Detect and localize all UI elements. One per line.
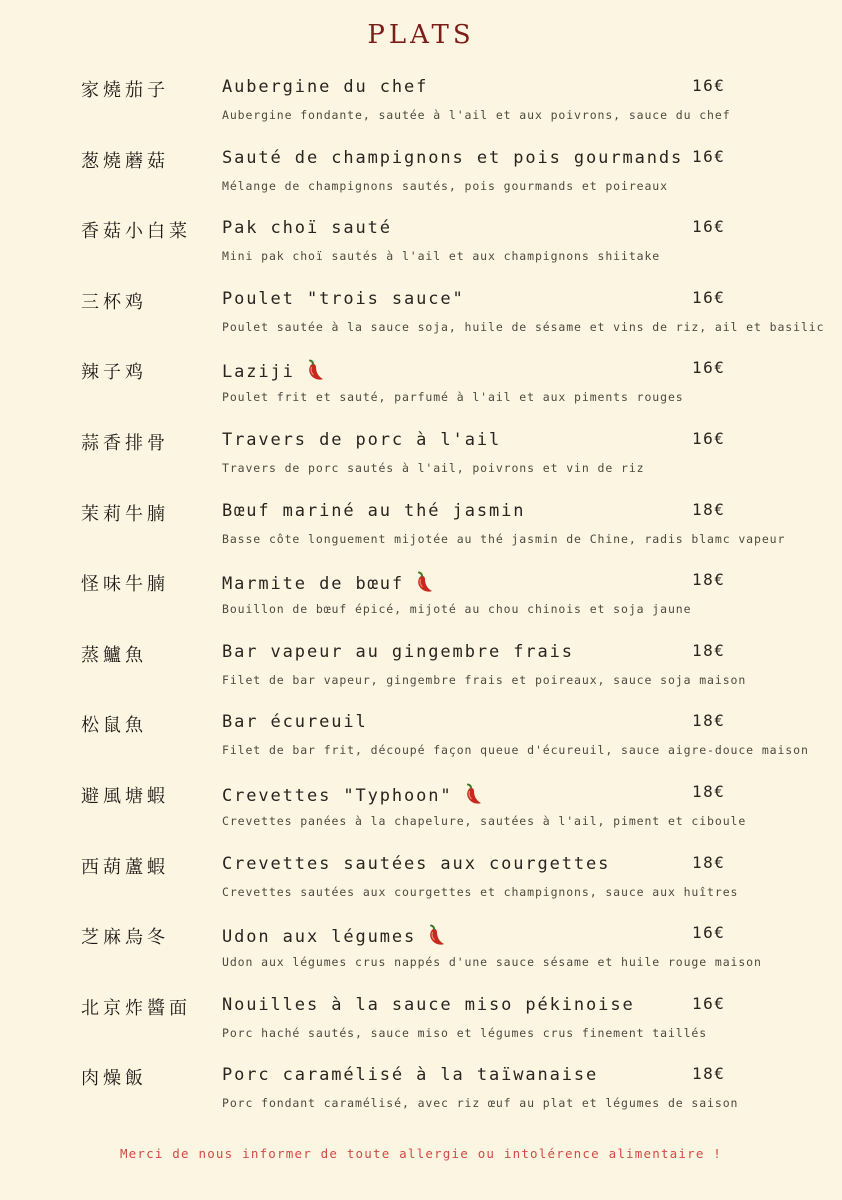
dish-price: 16€: [692, 146, 726, 166]
dish-french-name: [222, 359, 325, 382]
dish-french-name-text: Nouilles à la sauce miso pékinoise: [222, 994, 635, 1015]
dish-french-name-text: Travers de porc à l'ail: [222, 429, 502, 450]
menu-item: [0, 72, 842, 143]
dish-description: Porc haché sautés, sauce miso et légumes crus finement taillés: [222, 1025, 708, 1040]
dish-price: 16€: [692, 358, 726, 378]
dish-french-name: [222, 783, 483, 806]
dish-french-name-text: Marmite de bœuf: [222, 574, 405, 595]
dish-chinese-name: 葱燒蘑菇: [81, 150, 169, 172]
dish-chinese-name: 三杯鸡: [81, 291, 147, 313]
dish-french-name-text: Sauté de champignons et pois gourmands: [222, 147, 684, 168]
dish-chinese-name: 松鼠魚: [81, 715, 147, 737]
dish-french-name-text: Bar écureuil: [222, 712, 368, 733]
dish-price: 16€: [692, 76, 726, 95]
dish-chinese-name: 芝麻烏冬: [81, 927, 169, 949]
dish-chinese-name: 蒜香排骨: [81, 432, 169, 454]
dish-description: Poulet frit et sauté, parfumé à l'ail et aux piments rouges: [222, 390, 684, 405]
dish-description: Filet de bar frit, découpé façon queue d'écureuil, sauce aigre-douce maison: [222, 743, 809, 758]
dish-french-name-text: Pak choï sauté: [222, 218, 392, 239]
dish-chinese-name: 避風塘蝦: [81, 785, 169, 807]
dish-french-name-text: Crevettes "Typhoon": [222, 785, 453, 806]
dish-description: Bouillon de bœuf épicé, mijoté au chou chinois et soja jaune: [222, 602, 692, 617]
dish-french-name-text: Udon aux légumes: [222, 927, 417, 948]
dish-price: 18€: [692, 711, 726, 731]
dish-description: Travers de porc sautés à l'ail, poivrons et vin de riz: [222, 460, 645, 475]
dish-french-name-text: Laziji: [222, 362, 295, 383]
dish-french-name-text: Bar vapeur au gingembre frais: [222, 641, 574, 662]
chili-pepper-icon: [305, 359, 325, 381]
menu-item: [0, 213, 842, 284]
dish-price: 16€: [692, 993, 726, 1013]
menu-item: [0, 637, 842, 708]
dish-chinese-name: 香菇小白菜: [81, 221, 191, 243]
menu-item: [0, 425, 842, 496]
chili-pepper-icon: [426, 924, 446, 946]
menu-item: [0, 990, 842, 1061]
dish-price: 18€: [692, 570, 726, 590]
dish-description: Aubergine fondante, sautée à l'ail et aux poivrons, sauce du chef: [222, 108, 731, 122]
dish-price: 16€: [692, 428, 726, 448]
dish-chinese-name: 怪味牛腩: [81, 574, 169, 596]
menu-item: [0, 566, 842, 637]
dish-description: Mélange de champignons sautés, pois gourmands et poireaux: [222, 178, 668, 193]
dish-french-name: [222, 854, 610, 874]
dish-description: Porc fondant caramélisé, avec riz œuf au plat et légumes de saison: [222, 1096, 739, 1111]
dish-french-name: [222, 642, 574, 662]
menu-item: [0, 1060, 842, 1131]
dish-description: Basse côte longuement mijotée au thé jasmin de Chine, radis blamc vapeur: [222, 531, 786, 546]
dish-french-name: [222, 924, 446, 947]
dish-french-name: [222, 289, 465, 309]
dish-chinese-name: 肉燥飯: [81, 1068, 147, 1090]
chili-pepper-icon: [463, 783, 483, 805]
dish-description: Filet de bar vapeur, gingembre frais et poireaux, sauce soja maison: [222, 672, 747, 687]
menu-item: [0, 778, 842, 849]
dish-price: 18€: [692, 781, 726, 801]
dish-description: Crevettes panées à la chapelure, sautées à l'ail, piment et ciboule: [222, 813, 747, 828]
dish-chinese-name: 家燒茄子: [81, 80, 169, 101]
dish-french-name: [222, 712, 368, 732]
dish-description: Poulet sautée à la sauce soja, huile de sésame et vins de riz, ail et basilic: [222, 319, 825, 334]
dish-price: 18€: [692, 640, 726, 660]
menu-item: [0, 284, 842, 355]
dish-chinese-name: 北京炸醬面: [81, 997, 191, 1019]
dish-description: Udon aux légumes crus nappés d'une sauce sésame et huile rouge maison: [222, 955, 762, 970]
dish-price: 16€: [692, 217, 726, 237]
menu-item: [0, 707, 842, 778]
page-title: PLATS: [367, 20, 475, 50]
dish-chinese-name: 蒸鱸魚: [81, 644, 147, 666]
dish-price: 18€: [692, 1064, 726, 1084]
menu-item: [0, 849, 842, 920]
dish-french-name-text: Aubergine du chef: [222, 77, 429, 97]
dish-french-name: [222, 77, 428, 97]
dish-french-name-text: Crevettes sautées aux courgettes: [222, 853, 611, 874]
dish-french-name: [222, 995, 635, 1015]
dish-french-name-text: Bœuf mariné au thé jasmin: [222, 500, 526, 521]
menu-item: [0, 354, 842, 425]
dish-french-name: [222, 148, 683, 168]
dish-chinese-name: 茉莉牛腩: [81, 503, 169, 525]
dish-chinese-name: 西葫蘆蝦: [81, 856, 169, 878]
dish-description: Mini pak choï sautés à l'ail et aux champignons shiitake: [222, 249, 661, 264]
dish-french-name: [222, 571, 434, 594]
allergy-notice: Merci de nous informer de toute allergie ou intolérence alimentaire !: [119, 1146, 723, 1161]
dish-french-name: [222, 218, 392, 238]
dish-price: 16€: [692, 923, 726, 943]
dish-price: 16€: [692, 287, 726, 307]
menu-item: [0, 143, 842, 214]
menu-item: [0, 496, 842, 567]
dish-chinese-name: 辣子鸡: [81, 362, 147, 384]
menu-list: [0, 72, 842, 1131]
dish-french-name: [222, 430, 501, 450]
dish-french-name-text: Porc caramélisé à la taïwanaise: [222, 1065, 599, 1086]
chili-pepper-icon: [414, 571, 434, 593]
dish-price: 18€: [692, 852, 726, 872]
dish-price: 18€: [692, 499, 726, 519]
menu-item: [0, 919, 842, 990]
dish-french-name-text: Poulet "trois sauce": [222, 288, 465, 309]
dish-french-name: [222, 1065, 598, 1085]
dish-description: Crevettes sautées aux courgettes et champignons, sauce aux huîtres: [222, 884, 739, 899]
dish-french-name: [222, 501, 525, 521]
